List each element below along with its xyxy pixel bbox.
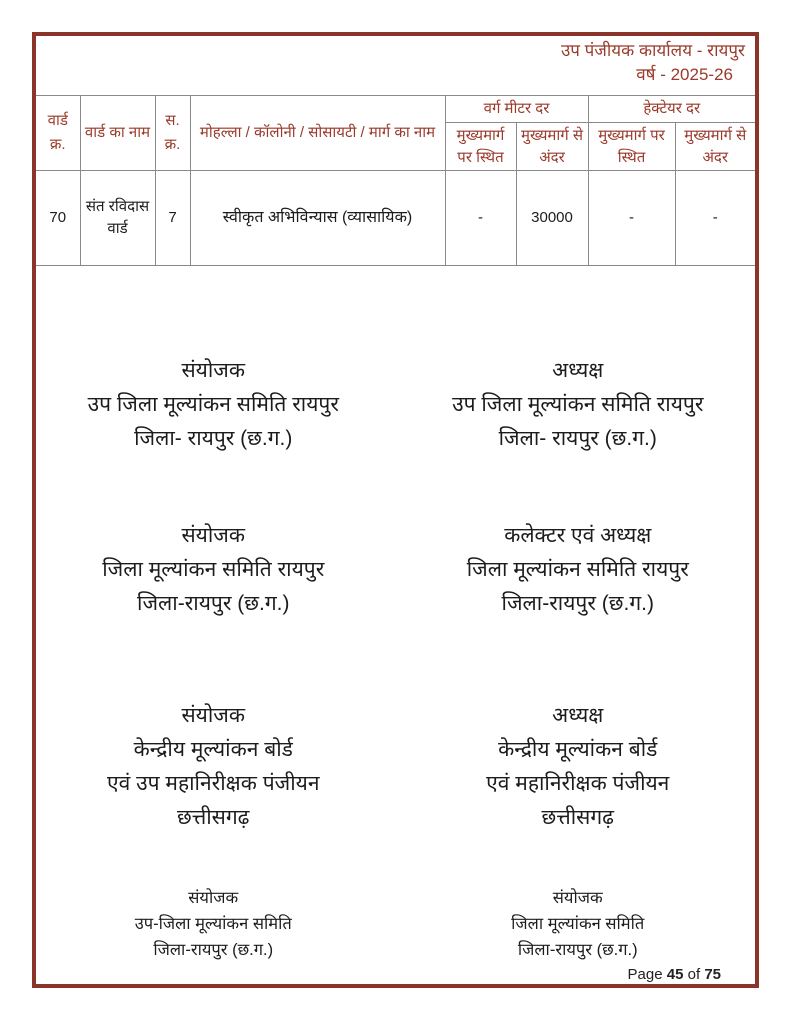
- signature-line: संयोजक: [181, 524, 246, 547]
- total-pages: 75: [704, 966, 721, 983]
- cell-ward-no: 70: [36, 171, 80, 266]
- signature-line: संयोजक: [552, 889, 603, 907]
- signature-line: जिला- रायपुर (छ.ग.): [134, 427, 293, 450]
- signature-line: उप-जिला मूल्यांकन समिति: [134, 915, 292, 933]
- signature-block-convener-sub-district-committee: [58, 354, 369, 456]
- signature-line: संयोजक: [181, 704, 246, 727]
- page-number: 45: [666, 966, 684, 983]
- document-header: [36, 39, 755, 87]
- signature-block-chairman-sub-district-committee: [423, 354, 734, 456]
- office-title: उप पंजीयक कार्यालय - रायपुर: [560, 41, 745, 60]
- signature-block-convener-district-committee: [58, 519, 369, 621]
- signature-line: एवं उप महानिरीक्षक पंजीयन: [107, 772, 320, 795]
- cell-hectare-on-main: -: [588, 171, 675, 266]
- page-number-footer: [628, 966, 721, 983]
- rate-table: [36, 95, 755, 266]
- signature-block-collector-chairman-district-committee: [423, 519, 734, 621]
- table-row: [36, 171, 755, 266]
- signature-row-1: [36, 354, 755, 456]
- signature-block-chairman-central-valuation-board: [423, 699, 734, 835]
- signature-line: जिला मूल्यांकन समिति रायपुर: [466, 558, 689, 581]
- signature-line: जिला-रायपुर (छ.ग.): [517, 941, 638, 959]
- cell-ward-name: संत रविदास वार्ड: [80, 171, 155, 266]
- header-hectare-inside-main-road: मुख्यमार्ग से अंदर: [675, 123, 755, 171]
- signature-line: जिला मूल्यांकन समिति: [511, 915, 645, 933]
- signature-line: कलेक्टर एवं अध्यक्ष: [504, 524, 652, 547]
- signature-block-convener-sub-district-committee-small: [58, 885, 369, 963]
- signature-row-4: [36, 885, 755, 963]
- cell-sqm-on-main: -: [445, 171, 516, 266]
- signature-line: जिला-रायपुर (छ.ग.): [153, 941, 274, 959]
- header-locality: मोहल्ला / कॉलोनी / सोसायटी / मार्ग का नाम: [190, 96, 445, 171]
- signature-row-3: [36, 699, 755, 835]
- signature-row-2: [36, 519, 755, 621]
- cell-sqm-inside: 30000: [516, 171, 588, 266]
- table-header-row-groups: [36, 96, 755, 123]
- header-hectare-on-main-road: मुख्यमार्ग पर स्थित: [588, 123, 675, 171]
- header-ward-no: वार्ड क्र.: [36, 96, 80, 171]
- of-label: of: [687, 966, 701, 983]
- header-hectare-rate-group: हेक्टेयर दर: [588, 96, 755, 123]
- signature-line: संयोजक: [181, 359, 246, 382]
- header-sqm-rate-group: वर्ग मीटर दर: [445, 96, 588, 123]
- header-sqm-on-main-road: मुख्यमार्ग पर स्थित: [445, 123, 516, 171]
- signature-line: उप जिला मूल्यांकन समिति रायपुर: [87, 393, 339, 416]
- year-label: वर्ष - 2025-26: [636, 65, 733, 84]
- header-serial-no: स. क्र.: [155, 96, 190, 171]
- signature-line: केन्द्रीय मूल्यांकन बोर्ड: [498, 738, 658, 761]
- signature-line: छत्तीसगढ़: [176, 806, 250, 829]
- page-label: Page: [627, 966, 663, 983]
- signature-block-convener-central-valuation-board: [58, 699, 369, 835]
- signature-line: जिला-रायपुर (छ.ग.): [501, 592, 654, 615]
- signature-line: एवं महानिरीक्षक पंजीयन: [486, 772, 670, 795]
- cell-hectare-inside: -: [675, 171, 755, 266]
- signature-line: उप जिला मूल्यांकन समिति रायपुर: [452, 393, 704, 416]
- signature-line: केन्द्रीय मूल्यांकन बोर्ड: [133, 738, 293, 761]
- cell-serial-no: 7: [155, 171, 190, 266]
- signature-line: जिला मूल्यांकन समिति रायपुर: [102, 558, 325, 581]
- signature-line: अध्यक्ष: [552, 704, 604, 727]
- signature-line: अध्यक्ष: [552, 359, 604, 382]
- header-sqm-inside-main-road: मुख्यमार्ग से अंदर: [516, 123, 588, 171]
- signature-line: छत्तीसगढ़: [541, 806, 614, 829]
- header-ward-name: वार्ड का नाम: [80, 96, 155, 171]
- signature-block-convener-district-committee-small: [423, 885, 734, 963]
- signature-line: जिला- रायपुर (छ.ग.): [498, 427, 657, 450]
- signature-line: जिला-रायपुर (छ.ग.): [137, 592, 290, 615]
- signature-line: संयोजक: [188, 889, 239, 907]
- document-page: [32, 32, 759, 988]
- cell-locality: स्वीकृत अभिविन्यास (व्यासायिक): [190, 171, 445, 266]
